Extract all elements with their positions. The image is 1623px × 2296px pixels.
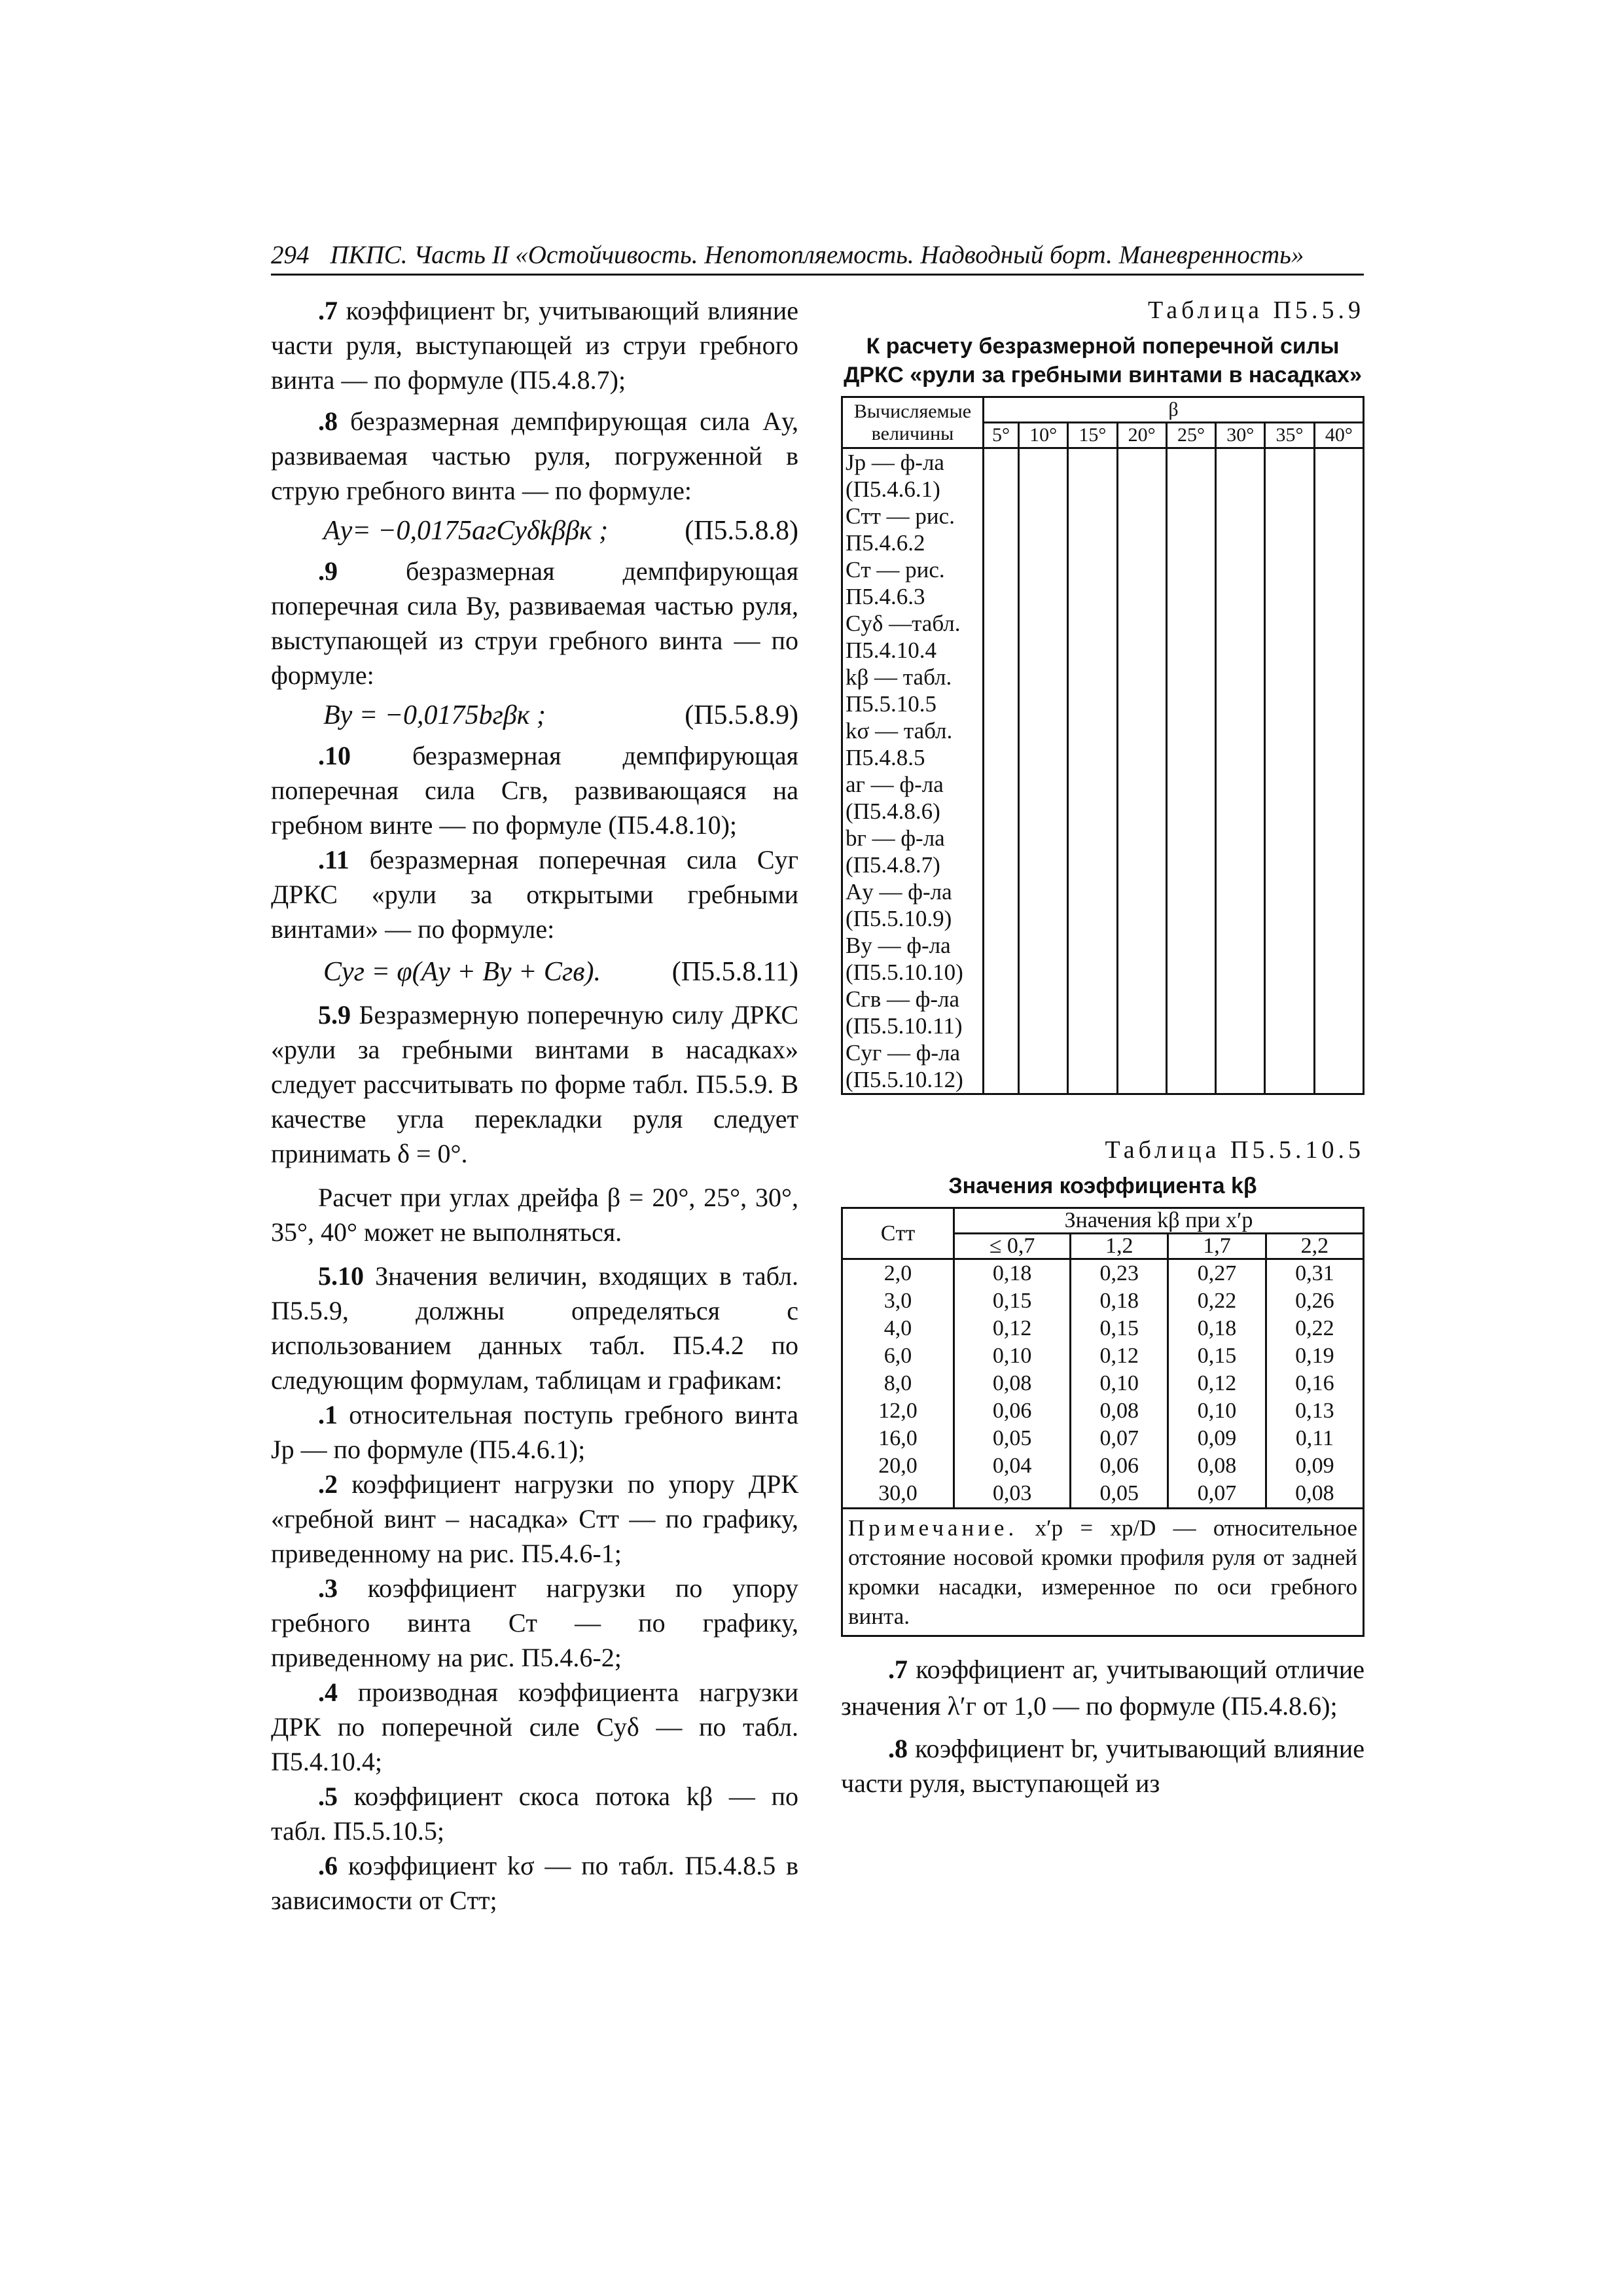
quantity-row: aг — ф-ла (П5.4.8.6) [846, 772, 944, 824]
note-text: x′р = xр/D — относительное отстояние носовой кромки профиля руля от задней кромки насадки, измеренное по оси гребного винта. [848, 1515, 1357, 1629]
kbeta-column-1-7: 0,27 0,22 0,18 0,15 0,12 0,10 0,09 0,08 0,07 [1168, 1259, 1266, 1509]
item-3: .3 коэффициент нагрузки по упору гребного винта Cт — по графику, приведенному на рис. П5.4.6-2; [271, 1573, 798, 1672]
right-column [841, 293, 1364, 1801]
empty-value-column [1068, 448, 1117, 1094]
angle-header: 20° [1117, 423, 1166, 448]
empty-value-column [984, 448, 1019, 1094]
table-2-number: Таблица П5.5.10.5 [1105, 1136, 1364, 1164]
quantity-row: Cгв — ф-ла (П5.5.10.11) [846, 986, 963, 1039]
table-P5-5-10-5 [841, 1207, 1364, 1637]
quantity-row: Jр — ф-ла (П5.4.6.1) [846, 450, 944, 502]
xp-header: ≤ 0,7 [954, 1234, 1071, 1259]
table-P5-5-9 [841, 396, 1364, 1095]
running-title: ПКПС. Часть II «Остойчивость. Непотопляемость. Надводный борт. Маневренность» [330, 241, 1304, 269]
page-number: 294 [271, 241, 310, 269]
right-paragraph-8: .8 коэффициент bг, учитывающий влияние части руля, выступающей из [841, 1734, 1364, 1798]
column-header-quantities: Вычисляемые величины [842, 397, 984, 448]
kbeta-column-0-7: 0,18 0,15 0,12 0,10 0,08 0,06 0,05 0,04 0,03 [954, 1259, 1071, 1509]
formula-P5-5-8-9: Bу = −0,0175bгβк ; (П5.5.8.9) [323, 700, 798, 730]
empty-value-column [1265, 448, 1314, 1094]
quantity-row: Cт — рис. П5.4.6.3 [846, 557, 945, 609]
angle-header: 5° [984, 423, 1019, 448]
item-2: .2 коэффициент нагрузки по упору ДРК «гребной винт – насадка» Cтт — по графику, приведенному на рис. П5.4.6-1; [271, 1469, 798, 1568]
kbeta-column-2-2: 0,31 0,26 0,22 0,19 0,16 0,13 0,11 0,09 0,08 [1266, 1259, 1363, 1509]
quantity-row: bг — ф-ла (П5.4.8.7) [846, 825, 945, 878]
formula-P5-5-8-8: Aу= −0,0175aгCуδkββк ; (П5.5.8.8) [323, 515, 798, 546]
xp-header: 1,7 [1168, 1234, 1266, 1259]
paragraph-9: .9 безразмерная демпфирующая поперечная сила Bу, развиваемая частью руля, выступающей из струи гребного винта — по формуле: [271, 556, 798, 690]
paragraph-8: .8 безразмерная демпфирующая сила Aу, развиваемая частью руля, погруженной в струю гребного винта — по формуле: [271, 406, 798, 505]
paragraph-7: .7 коэффициент bг, учитывающий влияние части руля, выступающей из струи гребного винта — по формуле (П5.4.8.7); [271, 296, 798, 395]
angle-header: 30° [1216, 423, 1265, 448]
angle-header: 15° [1068, 423, 1117, 448]
column-header-beta: β [984, 397, 1364, 423]
angle-header: 35° [1265, 423, 1314, 448]
quantity-row: kβ — табл. П5.5.10.5 [846, 664, 952, 717]
right-paragraph-7: .7 коэффициент aг, учитывающий отличие значения λ′г от 1,0 — по формуле (П5.4.8.6); [841, 1655, 1364, 1721]
item-6: .6 коэффициент kσ — по табл. П5.4.8.5 в зависимости от Cтт; [271, 1851, 798, 1915]
table-2-title: Значения коэффициента kβ [948, 1174, 1257, 1198]
angle-header: 40° [1314, 423, 1363, 448]
item-1: .1 относительная поступь гребного винта Jр — по формуле (П5.4.6.1); [271, 1400, 798, 1464]
formula-P5-5-8-11: Cуг = φ(Aу + Bу + Cгв). (П5.5.8.11) [323, 956, 798, 987]
left-column [271, 293, 798, 1918]
running-header [271, 237, 1364, 276]
quantity-row: kσ — табл. П5.4.8.5 [846, 718, 953, 770]
angle-header: 25° [1166, 423, 1215, 448]
note-label: Примечание. [848, 1515, 1018, 1541]
section-5-10: 5.10 Значения величин, входящих в табл. П5.5.9, должны определяться с использованием данных табл. П5.4.2 по следующим формулам, таблицам и графикам: [271, 1261, 798, 1395]
angle-header: 10° [1018, 423, 1067, 448]
item-5: .5 коэффициент скоса потока kβ — по табл. П5.5.10.5; [271, 1782, 798, 1846]
paragraph-11: .11 безразмерная поперечная сила Cуг ДРКС «рули за открытыми гребными винтами» — по формуле: [271, 845, 798, 944]
section-5-9: 5.9 Безразмерную поперечную силу ДРКС «рули за гребными винтами в насадках» следует рассчитывать по форме табл. П5.5.9. В качестве угла перекладки руля следует принимать δ = 0°. [271, 1000, 798, 1168]
empty-value-column [1314, 448, 1363, 1094]
quantity-row: Cтт — рис. П5.4.6.2 [846, 503, 955, 556]
quantity-row: Cуг — ф-ла (П5.5.10.12) [846, 1040, 963, 1092]
empty-value-column [1166, 448, 1215, 1094]
ctt-column: 2,0 3,0 4,0 6,0 8,0 12,0 16,0 20,0 30,0 [842, 1259, 954, 1509]
xp-header: 1,2 [1071, 1234, 1168, 1259]
quantity-list [842, 448, 984, 1094]
column-header-kbeta-values: Значения kβ при x′р [954, 1208, 1364, 1234]
drift-angle-note: Расчет при углах дрейфа β = 20°, 25°, 30°, 35°, 40° может не выполняться. [271, 1183, 798, 1247]
table-1-title: К расчету безразмерной поперечной силы ДРКС «рули за гребными винтами в насадках» [844, 334, 1362, 387]
quantity-row: Aу — ф-ла (П5.5.10.9) [846, 879, 952, 931]
quantity-row: Cуδ —табл. П5.4.10.4 [846, 611, 961, 663]
kbeta-column-1-2: 0,23 0,18 0,15 0,12 0,10 0,08 0,07 0,06 0,05 [1071, 1259, 1168, 1509]
quantity-row: Bу — ф-ла (П5.5.10.10) [846, 933, 963, 985]
table-1-number: Таблица П5.5.9 [1148, 296, 1364, 324]
table-2-note [842, 1509, 1364, 1636]
empty-value-column [1117, 448, 1166, 1094]
paragraph-10: .10 безразмерная демпфирующая поперечная сила Cгв, развивающаяся на гребном винте — по формуле (П5.4.8.10); [271, 741, 798, 840]
column-header-ctt: Cтт [842, 1208, 954, 1259]
xp-header: 2,2 [1266, 1234, 1363, 1259]
empty-value-column [1216, 448, 1265, 1094]
empty-value-column [1018, 448, 1067, 1094]
item-4: .4 производная коэффициента нагрузки ДРК по поперечной силе Cуδ — по табл. П5.4.10.4; [271, 1677, 798, 1776]
